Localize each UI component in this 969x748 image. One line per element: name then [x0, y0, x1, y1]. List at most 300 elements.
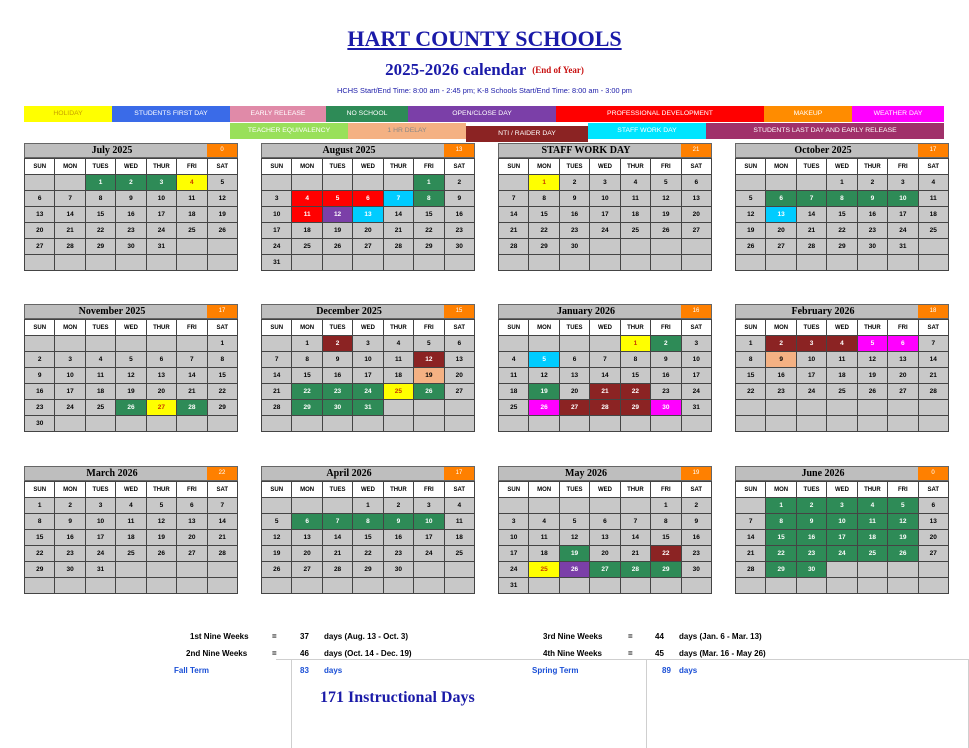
- fall-term-unit: days: [324, 666, 343, 675]
- empty-cell: [55, 336, 85, 352]
- day-cell: 23: [55, 546, 85, 562]
- weekday-header: THUR: [146, 482, 176, 498]
- day-cell: 14: [796, 207, 826, 223]
- day-cell: 24: [499, 562, 529, 578]
- day-cell: 5: [116, 352, 146, 368]
- day-cell: 25: [827, 384, 857, 400]
- day-cell: 16: [796, 530, 826, 546]
- month-header: [261, 304, 475, 319]
- day-cell: 14: [262, 368, 292, 384]
- empty-cell: [857, 255, 887, 271]
- empty-cell: [25, 336, 55, 352]
- day-cell: 25: [918, 223, 948, 239]
- empty-cell: [353, 416, 383, 432]
- day-cell: 25: [857, 546, 887, 562]
- day-cell: 7: [620, 514, 650, 530]
- weekday-header: MON: [766, 482, 796, 498]
- day-cell: 10: [681, 352, 711, 368]
- day-cell: 13: [444, 352, 474, 368]
- day-cell: 24: [414, 546, 444, 562]
- day-cell: 30: [116, 239, 146, 255]
- instructional-days-total: 171 Instructional Days: [320, 689, 475, 706]
- month-day-count: 19: [681, 467, 711, 480]
- day-cell: 27: [444, 384, 474, 400]
- weekday-header: FRI: [651, 320, 681, 336]
- empty-cell: [116, 336, 146, 352]
- empty-cell: [207, 416, 237, 432]
- empty-cell: [681, 255, 711, 271]
- empty-cell: [499, 498, 529, 514]
- day-cell: 26: [559, 562, 589, 578]
- day-cell: 15: [414, 207, 444, 223]
- day-cell: 12: [559, 530, 589, 546]
- day-cell: 25: [383, 384, 413, 400]
- empty-cell: [590, 255, 620, 271]
- month-2: [261, 143, 475, 271]
- day-cell: 14: [207, 514, 237, 530]
- day-cell: 13: [25, 207, 55, 223]
- day-cell: 17: [499, 546, 529, 562]
- weekday-header: WED: [827, 159, 857, 175]
- day-cell: 30: [796, 562, 826, 578]
- month-header: [24, 304, 238, 319]
- day-cell: 17: [55, 384, 85, 400]
- day-cell: 2: [766, 336, 796, 352]
- empty-cell: [55, 175, 85, 191]
- day-cell: 20: [292, 546, 322, 562]
- day-cell: 28: [262, 400, 292, 416]
- day-cell: 5: [322, 191, 352, 207]
- month-header: [498, 304, 712, 319]
- weekday-header: SAT: [444, 320, 474, 336]
- day-cell: 8: [25, 514, 55, 530]
- empty-cell: [353, 175, 383, 191]
- day-cell: 6: [146, 352, 176, 368]
- day-cell: 21: [177, 384, 207, 400]
- day-cell: 3: [146, 175, 176, 191]
- empty-cell: [766, 255, 796, 271]
- legend-item: WEATHER DAY: [852, 106, 944, 122]
- empty-cell: [918, 416, 948, 432]
- day-cell: 19: [736, 223, 766, 239]
- day-cell: 13: [681, 191, 711, 207]
- day-cell: 24: [55, 400, 85, 416]
- empty-cell: [918, 562, 948, 578]
- day-cell: 13: [146, 368, 176, 384]
- day-cell: 4: [383, 336, 413, 352]
- empty-cell: [736, 175, 766, 191]
- empty-cell: [651, 255, 681, 271]
- day-cell: 4: [116, 498, 146, 514]
- weekday-header: MON: [55, 482, 85, 498]
- day-cell: 12: [736, 207, 766, 223]
- day-cell: 20: [590, 546, 620, 562]
- q1-label: 1st Nine Weeks: [190, 632, 249, 641]
- day-cell: 9: [25, 368, 55, 384]
- q1-range: days (Aug. 13 - Oct. 3): [324, 632, 409, 641]
- day-cell: 23: [766, 384, 796, 400]
- day-cell: 1: [827, 175, 857, 191]
- day-cell: 11: [857, 514, 887, 530]
- day-cell: 18: [85, 384, 115, 400]
- legend-item: NO SCHOOL: [326, 106, 408, 122]
- day-cell: 9: [55, 514, 85, 530]
- weekday-header: MON: [529, 320, 559, 336]
- day-cell: 11: [444, 514, 474, 530]
- day-cell: 10: [414, 514, 444, 530]
- weekday-header: TUES: [85, 320, 115, 336]
- month-day-count: 21: [681, 144, 711, 157]
- day-cell: 14: [620, 530, 650, 546]
- day-cell: 20: [681, 207, 711, 223]
- weekday-header: THUR: [146, 159, 176, 175]
- weekday-header: MON: [766, 320, 796, 336]
- legend-item: TEACHER EQUIVALENCY: [230, 123, 348, 139]
- day-cell: 29: [207, 400, 237, 416]
- day-cell: 27: [590, 562, 620, 578]
- weekday-header: MON: [292, 320, 322, 336]
- legend-item: OPEN/CLOSE DAY: [408, 106, 556, 122]
- day-cell: 11: [116, 514, 146, 530]
- empty-cell: [918, 578, 948, 594]
- empty-cell: [262, 416, 292, 432]
- day-cell: 16: [651, 368, 681, 384]
- day-cell: 27: [146, 400, 176, 416]
- empty-cell: [85, 578, 115, 594]
- empty-cell: [559, 336, 589, 352]
- day-cell: 28: [590, 400, 620, 416]
- day-cell: 8: [651, 514, 681, 530]
- day-cell: 8: [414, 191, 444, 207]
- day-cell: 20: [353, 223, 383, 239]
- day-cell: 19: [414, 368, 444, 384]
- empty-cell: [827, 400, 857, 416]
- day-cell: 11: [499, 368, 529, 384]
- weekday-header: SUN: [25, 159, 55, 175]
- empty-cell: [918, 255, 948, 271]
- empty-cell: [292, 416, 322, 432]
- empty-cell: [444, 255, 474, 271]
- day-cell: 26: [414, 384, 444, 400]
- day-cell: 10: [146, 191, 176, 207]
- day-cell: 19: [116, 384, 146, 400]
- day-cell: 17: [414, 530, 444, 546]
- q4-eq: =: [628, 649, 633, 658]
- day-cell: 22: [766, 546, 796, 562]
- legend-item: PROFESSIONAL DEVELOPMENT: [556, 106, 764, 122]
- day-cell: 23: [559, 223, 589, 239]
- weekday-header: TUES: [559, 482, 589, 498]
- weekday-header: MON: [529, 159, 559, 175]
- empty-cell: [559, 578, 589, 594]
- day-cell: 20: [559, 384, 589, 400]
- month-name: July 2025: [91, 145, 133, 156]
- day-cell: 26: [857, 384, 887, 400]
- month-name: January 2026: [556, 306, 616, 317]
- weekday-header: SUN: [25, 320, 55, 336]
- day-cell: 30: [651, 400, 681, 416]
- day-cell: 19: [207, 207, 237, 223]
- day-cell: 14: [918, 352, 948, 368]
- weekday-header: WED: [353, 159, 383, 175]
- weekday-header: SAT: [681, 159, 711, 175]
- day-cell: 20: [918, 530, 948, 546]
- day-cell: 22: [292, 384, 322, 400]
- day-cell: 16: [681, 530, 711, 546]
- weekday-header: FRI: [177, 159, 207, 175]
- day-cell: 19: [529, 384, 559, 400]
- day-cell: 10: [827, 514, 857, 530]
- empty-cell: [414, 416, 444, 432]
- month-table: [735, 481, 949, 594]
- day-cell: 8: [353, 514, 383, 530]
- weekday-header: WED: [116, 159, 146, 175]
- weekday-header: FRI: [414, 159, 444, 175]
- empty-cell: [116, 562, 146, 578]
- month-table: [261, 158, 475, 271]
- day-cell: 4: [444, 498, 474, 514]
- weekday-header: THUR: [383, 320, 413, 336]
- day-cell: 15: [25, 530, 55, 546]
- day-cell: 27: [25, 239, 55, 255]
- day-cell: 27: [292, 562, 322, 578]
- day-cell: 29: [414, 239, 444, 255]
- day-cell: 17: [796, 368, 826, 384]
- empty-cell: [55, 578, 85, 594]
- day-cell: 4: [85, 352, 115, 368]
- day-cell: 18: [444, 530, 474, 546]
- day-cell: 17: [827, 530, 857, 546]
- day-cell: 2: [651, 336, 681, 352]
- day-cell: 16: [559, 207, 589, 223]
- day-cell: 31: [85, 562, 115, 578]
- day-cell: 19: [651, 207, 681, 223]
- day-cell: 20: [146, 384, 176, 400]
- school-title: HART COUNTY SCHOOLS: [347, 26, 622, 51]
- month-header: [261, 466, 475, 481]
- day-cell: 11: [85, 368, 115, 384]
- day-cell: 2: [383, 498, 413, 514]
- empty-cell: [918, 400, 948, 416]
- day-cell: 15: [620, 368, 650, 384]
- day-cell: 27: [177, 546, 207, 562]
- day-cell: 9: [116, 191, 146, 207]
- empty-cell: [414, 255, 444, 271]
- weekday-header: WED: [116, 482, 146, 498]
- q4-label: 4th Nine Weeks: [543, 649, 602, 658]
- day-cell: 15: [766, 530, 796, 546]
- empty-cell: [262, 336, 292, 352]
- day-cell: 26: [736, 239, 766, 255]
- day-cell: 11: [827, 352, 857, 368]
- day-cell: 1: [529, 175, 559, 191]
- weekday-header: THUR: [146, 320, 176, 336]
- day-cell: 23: [796, 546, 826, 562]
- empty-cell: [736, 255, 766, 271]
- day-cell: 6: [681, 175, 711, 191]
- day-cell: 2: [796, 498, 826, 514]
- day-cell: 27: [559, 400, 589, 416]
- day-cell: 9: [383, 514, 413, 530]
- legend-item: STAFF WORK DAY: [588, 123, 706, 139]
- day-cell: 18: [383, 368, 413, 384]
- day-cell: 2: [322, 336, 352, 352]
- calendar-subtitle: [0, 60, 969, 80]
- day-cell: 27: [766, 239, 796, 255]
- day-cell: 28: [620, 562, 650, 578]
- weekday-header: TUES: [85, 159, 115, 175]
- empty-cell: [499, 416, 529, 432]
- weekday-header: SUN: [499, 482, 529, 498]
- day-cell: 2: [559, 175, 589, 191]
- day-cell: 17: [262, 223, 292, 239]
- day-cell: 3: [414, 498, 444, 514]
- day-cell: 17: [146, 207, 176, 223]
- day-cell: 21: [918, 368, 948, 384]
- legend-item: 1 HR DELAY: [348, 123, 466, 139]
- day-cell: 2: [25, 352, 55, 368]
- day-cell: 3: [353, 336, 383, 352]
- legend-item: EARLY RELEASE: [230, 106, 326, 122]
- empty-cell: [207, 239, 237, 255]
- empty-cell: [620, 416, 650, 432]
- day-cell: 3: [55, 352, 85, 368]
- day-cell: 13: [888, 352, 918, 368]
- month-table: [261, 481, 475, 594]
- month-day-count: 0: [918, 467, 948, 480]
- day-cell: 9: [444, 191, 474, 207]
- empty-cell: [322, 416, 352, 432]
- empty-cell: [177, 336, 207, 352]
- weekday-header: THUR: [857, 320, 887, 336]
- month-day-count: 17: [444, 467, 474, 480]
- day-cell: 17: [888, 207, 918, 223]
- empty-cell: [25, 175, 55, 191]
- empty-cell: [499, 255, 529, 271]
- day-cell: 7: [262, 352, 292, 368]
- month-header: [735, 466, 949, 481]
- day-cell: 8: [766, 514, 796, 530]
- day-cell: 29: [651, 562, 681, 578]
- empty-cell: [529, 255, 559, 271]
- day-cell: 23: [25, 400, 55, 416]
- day-cell: 15: [651, 530, 681, 546]
- day-cell: 1: [85, 175, 115, 191]
- day-cell: 25: [85, 400, 115, 416]
- empty-cell: [590, 239, 620, 255]
- q2-label: 2nd Nine Weeks: [186, 649, 248, 658]
- empty-cell: [651, 416, 681, 432]
- weekday-header: SUN: [736, 320, 766, 336]
- empty-cell: [559, 498, 589, 514]
- month-12: [735, 466, 949, 594]
- month-table: [24, 158, 238, 271]
- day-cell: 20: [25, 223, 55, 239]
- empty-cell: [383, 175, 413, 191]
- day-cell: 23: [857, 223, 887, 239]
- weekday-header: FRI: [651, 482, 681, 498]
- month-day-count: 0: [207, 144, 237, 157]
- day-cell: 18: [499, 384, 529, 400]
- q2-days: 46: [300, 649, 309, 658]
- month-name: October 2025: [794, 145, 852, 156]
- month-3: [498, 143, 712, 271]
- day-cell: 3: [681, 336, 711, 352]
- empty-cell: [529, 498, 559, 514]
- month-day-count: 13: [444, 144, 474, 157]
- day-cell: 18: [116, 530, 146, 546]
- day-cell: 25: [620, 223, 650, 239]
- day-cell: 8: [827, 191, 857, 207]
- day-cell: 29: [529, 239, 559, 255]
- day-cell: 5: [559, 514, 589, 530]
- month-name: April 2026: [326, 468, 372, 479]
- day-cell: 23: [444, 223, 474, 239]
- day-cell: 27: [353, 239, 383, 255]
- day-cell: 28: [207, 546, 237, 562]
- weekday-header: TUES: [796, 482, 826, 498]
- weekday-header: TUES: [322, 482, 352, 498]
- day-cell: 31: [499, 578, 529, 594]
- empty-cell: [146, 255, 176, 271]
- weekday-header: MON: [55, 159, 85, 175]
- weekday-header: THUR: [620, 320, 650, 336]
- empty-cell: [322, 255, 352, 271]
- day-cell: 3: [827, 498, 857, 514]
- day-cell: 12: [414, 352, 444, 368]
- day-cell: 19: [322, 223, 352, 239]
- day-cell: 3: [85, 498, 115, 514]
- day-cell: 29: [766, 562, 796, 578]
- spring-term-unit: days: [679, 666, 698, 675]
- day-cell: 5: [207, 175, 237, 191]
- month-1: [24, 143, 238, 271]
- day-cell: 27: [681, 223, 711, 239]
- day-cell: 4: [918, 175, 948, 191]
- weekday-header: SAT: [918, 482, 948, 498]
- empty-cell: [207, 255, 237, 271]
- day-cell: 6: [918, 498, 948, 514]
- weekday-header: TUES: [796, 320, 826, 336]
- weekday-header: FRI: [177, 482, 207, 498]
- day-cell: 7: [918, 336, 948, 352]
- day-cell: 29: [353, 562, 383, 578]
- day-cell: 14: [590, 368, 620, 384]
- month-name: December 2025: [316, 306, 382, 317]
- day-cell: 27: [888, 384, 918, 400]
- day-cell: 2: [55, 498, 85, 514]
- empty-cell: [146, 562, 176, 578]
- month-day-count: 22: [207, 467, 237, 480]
- day-cell: 6: [559, 352, 589, 368]
- month-9: [24, 466, 238, 594]
- empty-cell: [529, 578, 559, 594]
- weekday-header: WED: [353, 482, 383, 498]
- day-cell: 18: [857, 530, 887, 546]
- day-cell: 18: [292, 223, 322, 239]
- empty-cell: [827, 562, 857, 578]
- weekday-header: WED: [353, 320, 383, 336]
- month-name: February 2026: [791, 306, 855, 317]
- month-4: [735, 143, 949, 271]
- month-day-count: 17: [918, 144, 948, 157]
- empty-cell: [116, 578, 146, 594]
- day-cell: 10: [888, 191, 918, 207]
- empty-cell: [292, 175, 322, 191]
- empty-cell: [529, 336, 559, 352]
- empty-cell: [207, 562, 237, 578]
- day-cell: 1: [207, 336, 237, 352]
